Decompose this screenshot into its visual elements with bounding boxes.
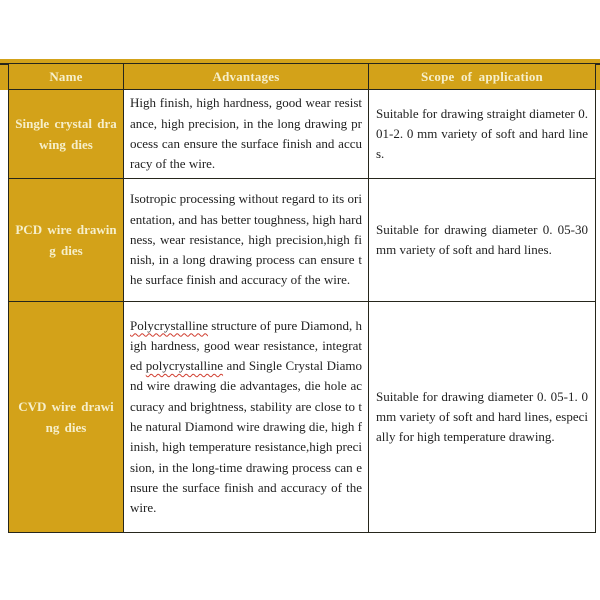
advantages-cvd (124, 302, 369, 533)
table-row-pcd (9, 179, 596, 302)
row-name-single-crystal: Single crystal drawing dies (9, 90, 124, 179)
scope-cvd: Suitable for drawing diameter 0. 05-1. 0 mm variety of soft and hard lines, especially for high temperature drawing. (369, 302, 596, 533)
text-run: and Single Crystal Diamond wire drawing die advantages, die hole accuracy and brightness, stability are close to the natural Diamond wire drawing die, high finish, high temperature resistance,high precision, in the long-time drawing process can ensure the surface finish and accuracy of the wire. (130, 358, 362, 516)
text-run: High finish, high hardness, good wear resistance, high precision, in the long drawing process can ensure the surface finish and accuracy of the wire. (130, 95, 362, 172)
advantages-pcd (124, 179, 369, 302)
product-comparison-table (8, 63, 596, 533)
text-run: structure of pure Diamond, high hardness, good wear resistance, integrated (130, 317, 362, 374)
header-cell-scope: Scope of application (369, 64, 596, 90)
scope-pcd: Suitable for drawing diameter 0. 05-30mm variety of soft and hard lines. (369, 179, 596, 302)
text-run: Isotropic processing without regard to its orientation, and has better toughness, high hardness, wear resistance, high precision,high finish, in a long drawing process can ensure the surface finish and accuracy of the wire. (130, 191, 362, 288)
row-name-pcd: PCD wire drawing dies (9, 179, 124, 302)
header-cell-advantages: Advantages (124, 64, 369, 90)
header-row (9, 64, 596, 90)
advantages-single-crystal (124, 90, 369, 179)
row-name-cvd: CVD wire drawing dies (9, 302, 124, 533)
misspelled-word: polycrystalline (145, 358, 224, 374)
scope-single-crystal: Suitable for drawing straight diameter 0. 01-2. 0 mm variety of soft and hard lines. (369, 90, 596, 179)
header-cell-name: Name (9, 64, 124, 90)
table-row-cvd (9, 302, 596, 533)
misspelled-word: Polycrystalline (130, 317, 208, 333)
table-row-single-crystal (9, 90, 596, 179)
